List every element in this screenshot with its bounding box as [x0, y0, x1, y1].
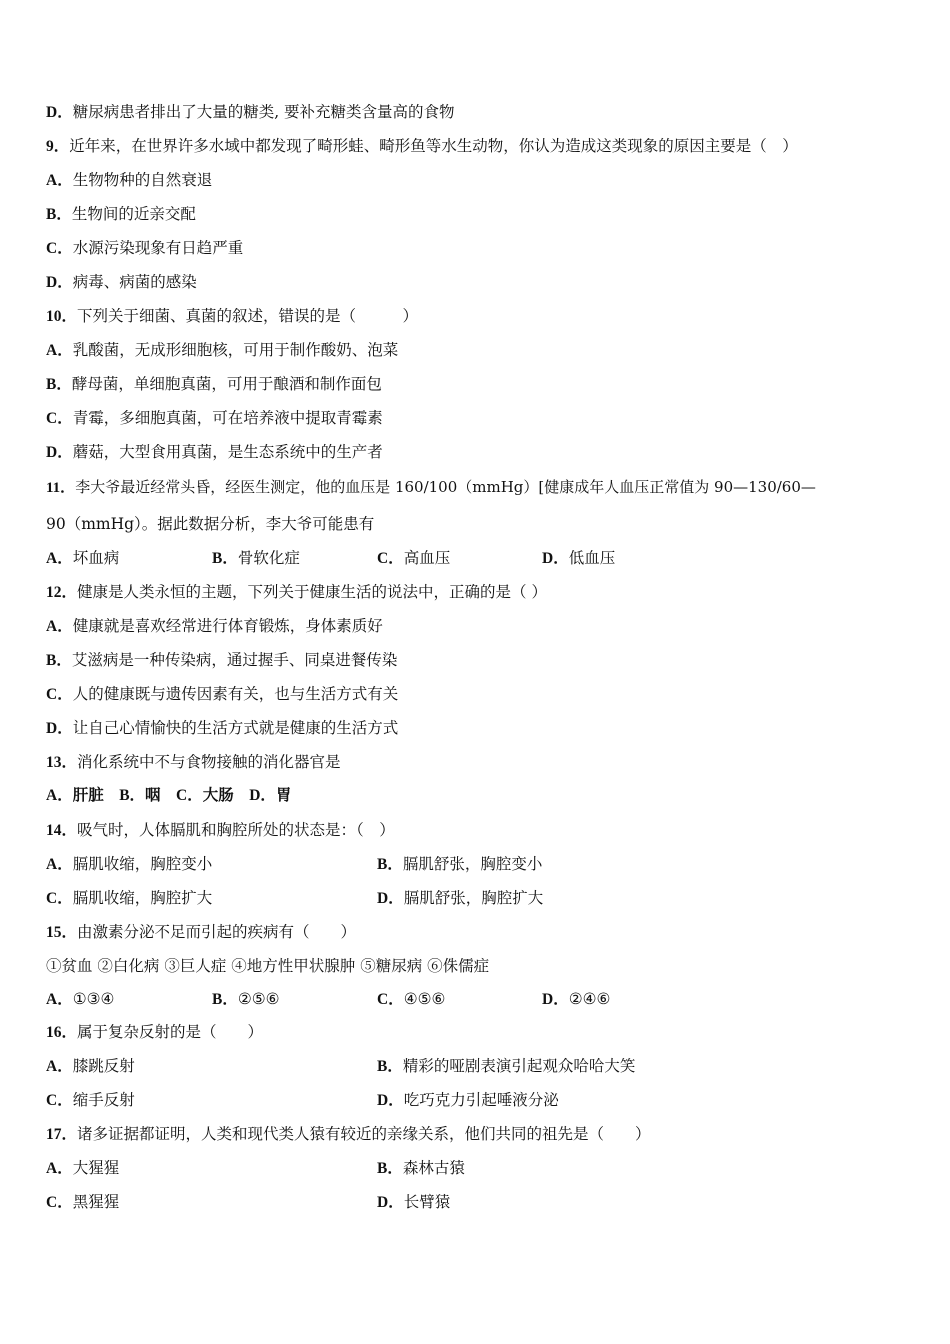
q15-option-c: C．④⑤⑥	[377, 990, 446, 1008]
q12-option-b: B．艾滋病是一种传染病，通过握手、同桌进餐传染	[46, 651, 398, 669]
q9-option-b: B．生物间的近亲交配	[46, 205, 196, 223]
q11-option-d: D．低血压	[542, 549, 616, 567]
q10-option-c: C．青霉，多细胞真菌，可在培养液中提取青霉素	[46, 409, 383, 427]
q11-option-c: C．高血压	[377, 549, 451, 567]
q11-option-b: B．骨软化症	[212, 549, 300, 567]
q12-option-d: D．让自己心情愉快的生活方式就是健康的生活方式	[46, 719, 399, 737]
q14-option-b: B．膈肌舒张，胸腔变小	[377, 855, 543, 873]
q12-option-c: C．人的健康既与遗传因素有关，也与生活方式有关	[46, 685, 399, 703]
q9-option-a: A．生物物种的自然衰退	[46, 171, 213, 189]
q17-option-d: D．长臂猿	[377, 1193, 451, 1211]
q8-option-d: D．糖尿病患者排出了大量的糖类, 要补充糖类含量高的食物	[46, 103, 455, 121]
q17-stem: 17．诸多证据都证明，人类和现代类人猿有较近的亲缘关系，他们共同的祖先是（ ）	[46, 1125, 651, 1143]
q10-option-d: D．蘑菇，大型食用真菌，是生态系统中的生产者	[46, 443, 383, 461]
q16-option-c: C．缩手反射	[46, 1091, 135, 1109]
q12-option-a: A．健康就是喜欢经常进行体育锻炼，身体素质好	[46, 617, 383, 635]
q15-option-b: B．②⑤⑥	[212, 990, 280, 1008]
q10-stem: 10．下列关于细菌、真菌的叙述，错误的是（ ）	[46, 307, 419, 325]
q15-items: ①贫血 ②白化病 ③巨人症 ④地方性甲状腺肿 ⑤糖尿病 ⑥侏儒症	[46, 957, 490, 975]
q9-option-d: D．病毒、病菌的感染	[46, 273, 197, 291]
q13-options: A．肝脏 B．咽 C．大肠 D．胃	[46, 787, 292, 804]
q16-stem: 16．属于复杂反射的是（ ）	[46, 1023, 264, 1041]
q11-stem-cont: 90（mmHg）。据此数据分析，李大爷可能患有	[46, 515, 375, 533]
q15-stem: 15．由激素分泌不足而引起的疾病有（ ）	[46, 923, 357, 941]
q14-option-c: C．膈肌收缩，胸腔扩大	[46, 889, 213, 907]
q9-stem: 9．近年来，在世界许多水域中都发现了畸形蛙、畸形鱼等水生动物，你认为造成这类现象的原因主要是（ ）	[46, 137, 798, 155]
q12-stem: 12．健康是人类永恒的主题，下列关于健康生活的说法中，正确的是（ ）	[46, 583, 547, 601]
q15-option-a: A．①③④	[46, 990, 115, 1008]
q17-option-b: B．森林古猿	[377, 1159, 465, 1177]
q10-option-b: B．酵母菌，单细胞真菌，可用于酿酒和制作面包	[46, 375, 382, 393]
q9-option-c: C．水源污染现象有日趋严重	[46, 239, 244, 257]
q11-stem: 11．李大爷最近经常头昏，经医生测定，他的血压是 160/100（mmHg）[健康成年人血压正常值为 90—130/60—	[46, 478, 816, 496]
q13-stem: 13．消化系统中不与食物接触的消化器官是	[46, 753, 341, 771]
q17-option-a: A．大猩猩	[46, 1159, 120, 1177]
q14-option-a: A．膈肌收缩，胸腔变小	[46, 855, 213, 873]
q17-option-c: C．黑猩猩	[46, 1193, 120, 1211]
q14-stem: 14．吸气时，人体膈肌和胸腔所处的状态是：（ ）	[46, 821, 395, 839]
q16-option-b: B．精彩的哑剧表演引起观众哈哈大笑	[377, 1057, 636, 1075]
q16-option-a: A．膝跳反射	[46, 1057, 135, 1075]
q16-option-d: D．吃巧克力引起唾液分泌	[377, 1091, 559, 1109]
q15-option-d: D．②④⑥	[542, 990, 611, 1008]
q11-option-a: A．坏血病	[46, 549, 120, 567]
q10-option-a: A．乳酸菌，无成形细胞核，可用于制作酸奶、泡菜	[46, 341, 399, 359]
q14-option-d: D．膈肌舒张，胸腔扩大	[377, 889, 544, 907]
